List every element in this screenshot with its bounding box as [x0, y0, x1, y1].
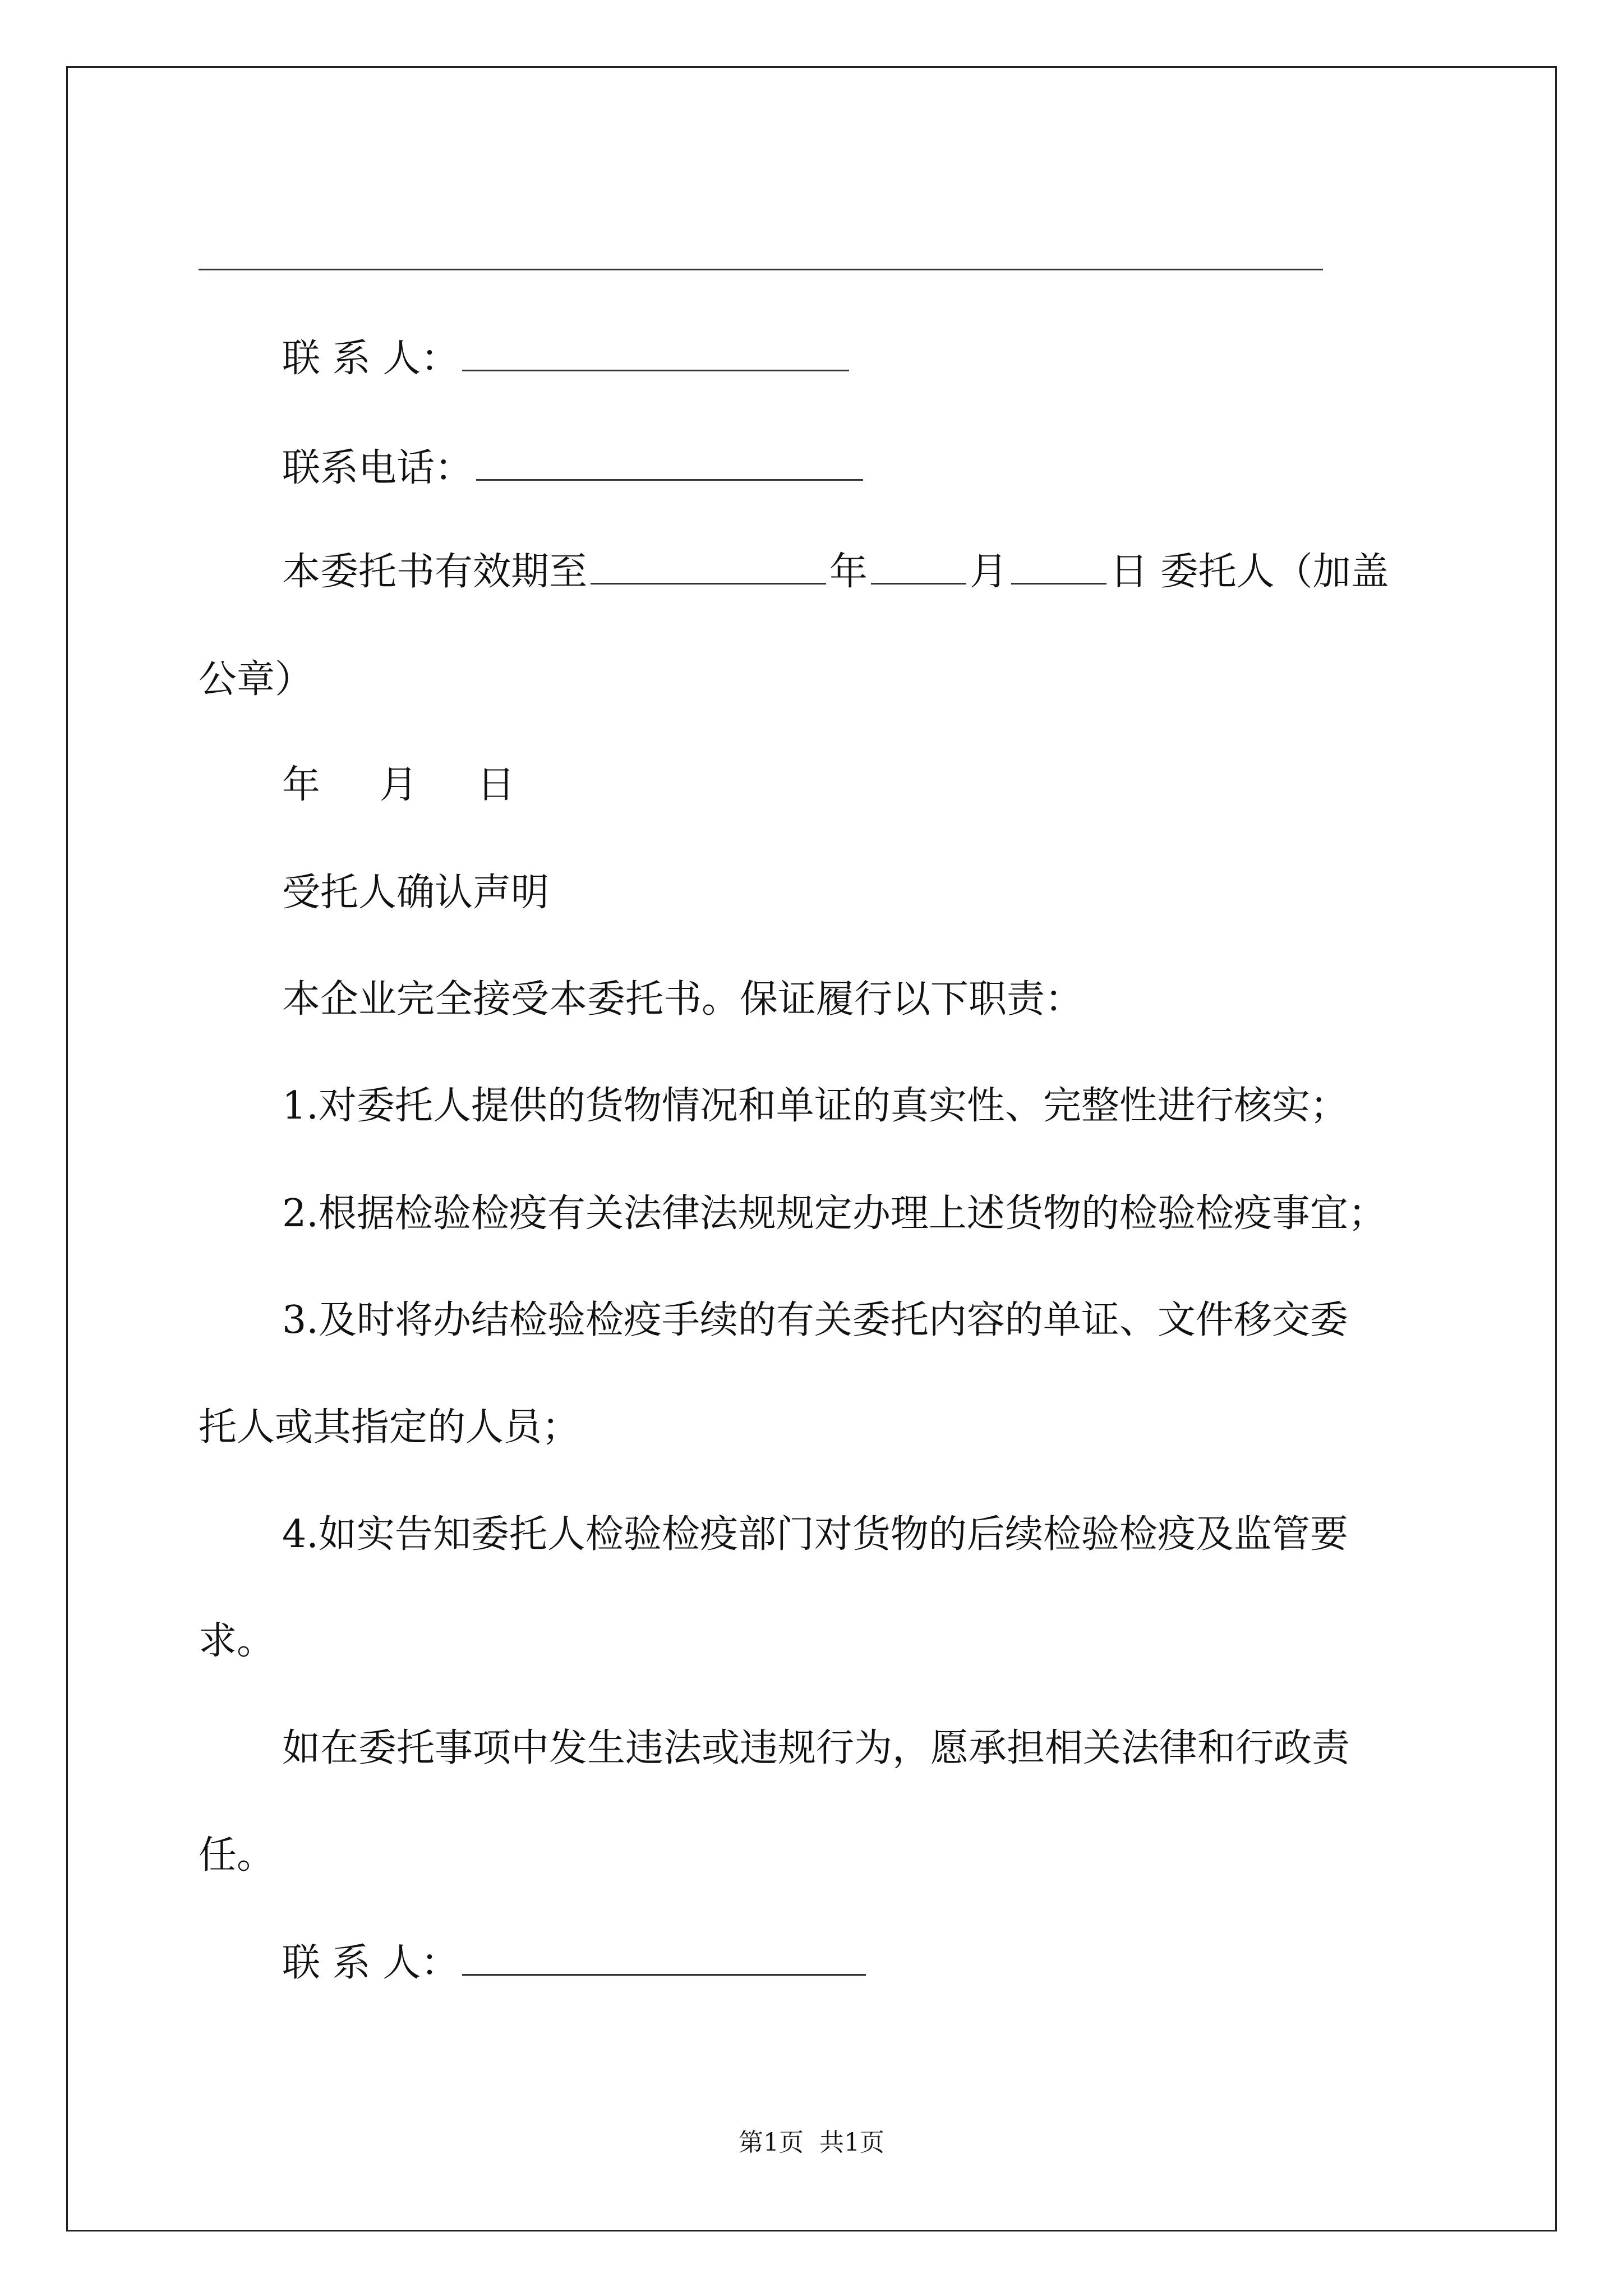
validity-prefix: 本委托书有效期至	[282, 550, 588, 594]
contact-label: 联 系 人：	[282, 337, 459, 381]
page-border	[66, 66, 1557, 2231]
contact-line-2	[282, 1941, 869, 1986]
contact-blank-2	[462, 1943, 866, 1976]
contact-line	[282, 337, 852, 381]
duty-3-continuation: 托人或其指定的人员；	[199, 1405, 580, 1450]
page-total: 共1页	[819, 2128, 884, 2157]
validity-continuation: 公章）	[199, 657, 313, 702]
duty-1: 1.对委托人提供的货物情况和单证的真实性、完整性进行核实；	[282, 1084, 1348, 1128]
duty-4-continuation: 求。	[199, 1619, 275, 1663]
validity-day: 日	[1110, 550, 1149, 594]
liability-statement: 如在委托事项中发生违法或违规行为，愿承担相关法律和行政责	[282, 1726, 1350, 1770]
validity-month: 月	[970, 550, 1008, 594]
accept-statement: 本企业完全接受本委托书。保证履行以下职责：	[282, 977, 1083, 1022]
validity-day-blank	[1011, 551, 1106, 585]
contact-blank	[462, 338, 849, 371]
date-line: 年 月 日	[282, 763, 539, 807]
validity-year: 年	[829, 550, 868, 594]
contact-label-2: 联 系 人：	[282, 1941, 459, 1985]
page-number: 第1页	[739, 2128, 804, 2157]
page-footer	[0, 2129, 1623, 2157]
duty-3: 3.及时将办结检验检疫手续的有关委托内容的单证、文件移交委	[282, 1298, 1348, 1342]
signature-rule	[199, 269, 1323, 270]
validity-month-blank	[871, 551, 966, 585]
phone-line	[282, 446, 866, 491]
section-title: 受托人确认声明	[282, 871, 550, 915]
phone-label: 联系电话：	[282, 446, 473, 490]
validity-year-blank	[591, 551, 826, 585]
duty-2: 2.根据检验检疫有关法律法规规定办理上述货物的检验检疫事宜；	[282, 1191, 1386, 1236]
validity-suffix: 委托人（加盖	[1148, 550, 1389, 594]
liability-continuation: 任。	[199, 1833, 275, 1878]
validity-line	[282, 550, 1389, 595]
phone-blank	[476, 448, 863, 481]
duty-4: 4.如实告知委托人检验检疫部门对货物的后续检验检疫及监管要	[282, 1512, 1348, 1557]
